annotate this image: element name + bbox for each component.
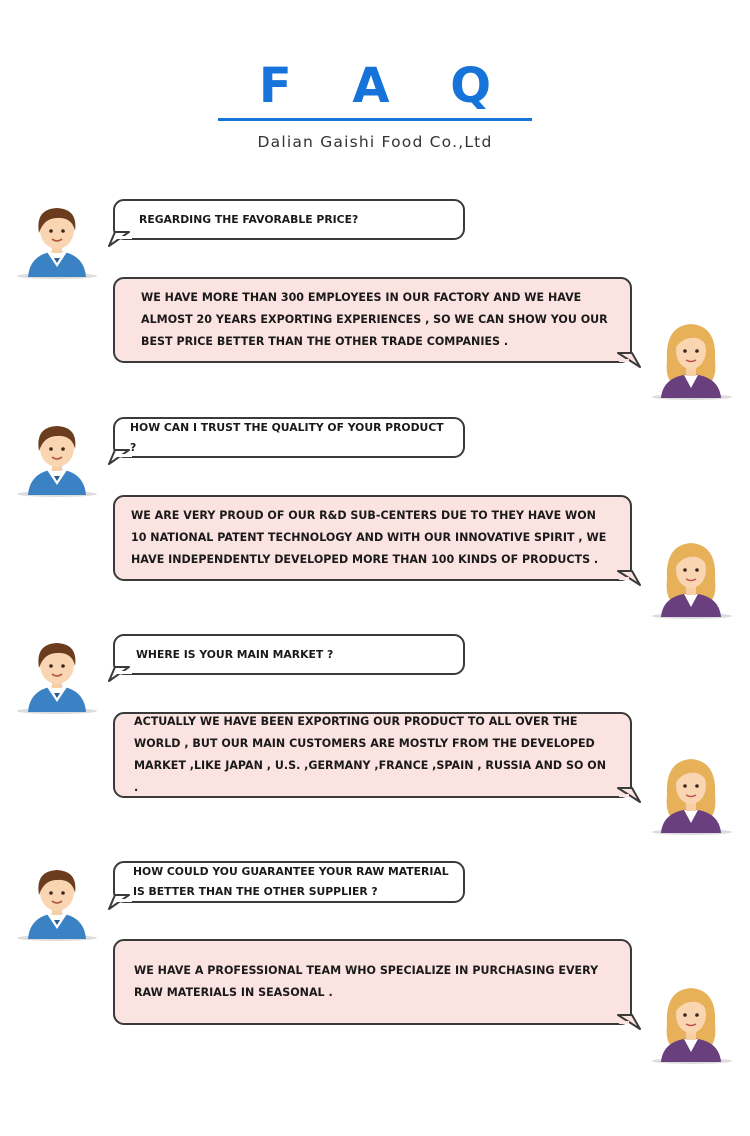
question-text: REGARDING THE FAVORABLE PRICE? [139,212,359,226]
man-avatar-icon [16,421,98,497]
tail-joint [116,899,132,902]
question-bubble [113,199,465,240]
man-avatar-icon [16,203,98,279]
tail-joint [619,1021,629,1024]
tail-joint [619,577,629,580]
question-bubble [113,417,465,458]
question-text: HOW CAN I TRUST THE QUALITY OF YOUR PRODUCT ? [130,420,444,454]
answer-bubble-tail [618,1015,642,1037]
answer-bubble-tail [618,353,642,375]
tail-joint [116,454,132,457]
answer-text: WE HAVE A PROFESSIONAL TEAM WHO SPECIALIZE IN PURCHASING EVERY RAW MATERIALS IN SEASONAL . [134,964,599,999]
answer-bubble-tail [618,788,642,810]
man-avatar-icon [16,638,98,714]
question-bubble [113,634,465,675]
answer-bubble [113,712,632,798]
tail-joint [116,671,132,674]
answer-text: ACTUALLY WE HAVE BEEN EXPORTING OUR PRODUCT TO ALL OVER THE WORLD , BUT OUR MAIN CUSTOMERS ARE MOSTLY FROM THE DEVELOPED MARKET ,LIKE JAPAN , U.S. ,GERMANY ,FRANCE ,SPAIN , RUSSIA AND SO ON . [134,715,606,794]
answer-text: WE ARE VERY PROUD OF OUR R&D SUB-CENTERS DUE TO THEY HAVE WON 10 NATIONAL PATENT TECHNOLOGY AND WITH OUR INNOVATIVE SPIRIT , WE HAVE INDEPENDENTLY DEVELOPED MORE THAN 100 KINDS OF PRODUCTS . [131,509,607,566]
company-name: Dalian Gaishi Food Co.,Ltd [257,133,493,151]
answer-bubble [113,939,632,1025]
tail-joint [116,236,132,239]
question-text: HOW COULD YOU GUARANTEE YOUR RAW MATERIAL IS BETTER THAN THE OTHER SUPPLIER ? [133,865,449,898]
faq-title: F A Q [258,58,514,114]
woman-avatar-icon [651,537,733,619]
woman-avatar-icon [651,753,733,835]
woman-avatar-icon [651,318,733,400]
tail-joint [619,359,629,362]
woman-avatar-icon [651,982,733,1064]
answer-bubble [113,277,632,363]
tail-joint [619,794,629,797]
question-text: WHERE IS YOUR MAIN MARKET ? [136,647,334,661]
answer-bubble-tail [618,571,642,593]
man-avatar-icon [16,865,98,941]
title-underline [218,118,532,121]
answer-bubble [113,495,632,581]
answer-text: WE HAVE MORE THAN 300 EMPLOYEES IN OUR FACTORY AND WE HAVE ALMOST 20 YEARS EXPORTING EXPERIENCES , SO WE CAN SHOW YOU OUR BEST PRICE BETTER THAN THE OTHER TRADE COMPANIES . [141,291,608,348]
question-bubble [113,861,465,903]
